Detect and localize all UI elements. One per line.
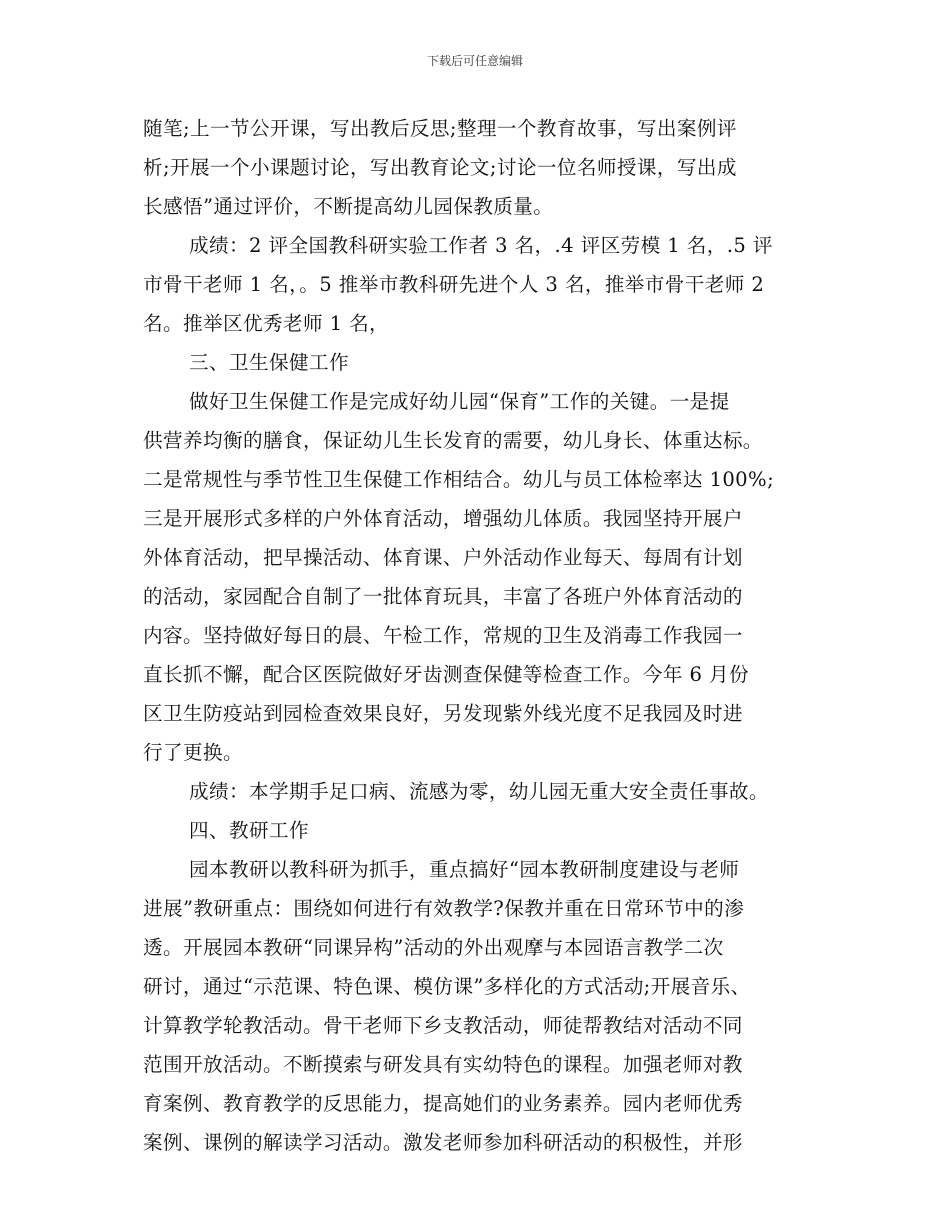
text-line: 成绩：本学期手足口病、流感为零，幼儿园无重大安全责任事故。: [189, 780, 769, 803]
text-line: 外体育活动，把早操活动、体育课、户外活动作业每天、每周有计划: [143, 546, 743, 569]
text-line: 直长抓不懈，配合区医院做好牙齿测查保健等检查工作。今年 6 月份: [143, 663, 749, 686]
text-line: 供营养均衡的膳食，保证幼儿生长发育的需要，幼儿身长、体重达标。: [143, 429, 763, 452]
text-line: 的活动，家园配合自制了一批体育玩具，丰富了各班户外体育活动的: [143, 585, 743, 608]
text-line: 育案例、教育教学的反思能力，提高她们的业务素养。园内老师优秀: [143, 1092, 743, 1115]
text-line: 四、教研工作: [189, 819, 309, 842]
text-line: 做好卫生保健工作是完成好幼儿园“保育”工作的关键。一是提: [189, 390, 730, 413]
text-line: 二是常规性与季节性卫生保健工作相结合。幼儿与员工体检率达 100%;: [143, 468, 775, 491]
text-line: 计算教学轮教活动。骨干老师下乡支教活动，师徒帮教结对活动不同: [143, 1014, 743, 1037]
text-line: 成绩：2 评全国教科研实验工作者 3 名，.4 评区劳模 1 名，.5 评: [189, 234, 773, 257]
text-line: 长感悟”通过评价，不断提高幼儿园保教质量。: [143, 195, 554, 218]
page-header: 下载后可任意编辑: [426, 54, 523, 68]
text-line: 行了更换。: [143, 741, 243, 764]
text-line: 三是开展形式多样的户外体育活动，增强幼儿体质。我园坚持开展户: [143, 507, 743, 530]
text-line: 进展”教研重点：围绕如何进行有效教学?保教并重在日常环节中的渗: [143, 897, 745, 920]
text-line: 区卫生防疫站到园检查效果良好，另发现紫外线光度不足我园及时进: [143, 702, 743, 725]
text-line: 名。推举区优秀老师 1 名，: [143, 312, 390, 335]
text-line: 随笔;上一节公开课，写出教后反思;整理一个教育故事，写出案例评: [143, 117, 737, 140]
text-line: 案例、课例的解读学习活动。激发老师参加科研活动的积极性，并形: [143, 1131, 743, 1154]
document-body: [143, 109, 813, 1162]
text-line: 研讨，通过“示范课、特色课、模仿课”多样化的方式活动;开展音乐、: [143, 975, 751, 998]
text-line: 析;开展一个小课题讨论，写出教育论文;讨论一位名师授课，写出成: [143, 156, 737, 179]
text-line: 三、卫生保健工作: [189, 351, 349, 374]
text-line: 透。开展园本教研“同课异构”活动的外出观摩与本园语言教学二次: [143, 936, 724, 959]
text-line: 范围开放活动。不断摸索与研发具有实幼特色的课程。加强老师对教: [143, 1053, 743, 1076]
text-line: 园本教研以教科研为抓手，重点搞好“园本教研制度建设与老师: [189, 858, 740, 881]
text-line: 市骨干老师 1 名，。5 推举市教科研先进个人 3 名，推举市骨干老师 2: [143, 273, 765, 296]
text-line: 内容。坚持做好每日的晨、午检工作，常规的卫生及消毒工作我园一: [143, 624, 743, 647]
